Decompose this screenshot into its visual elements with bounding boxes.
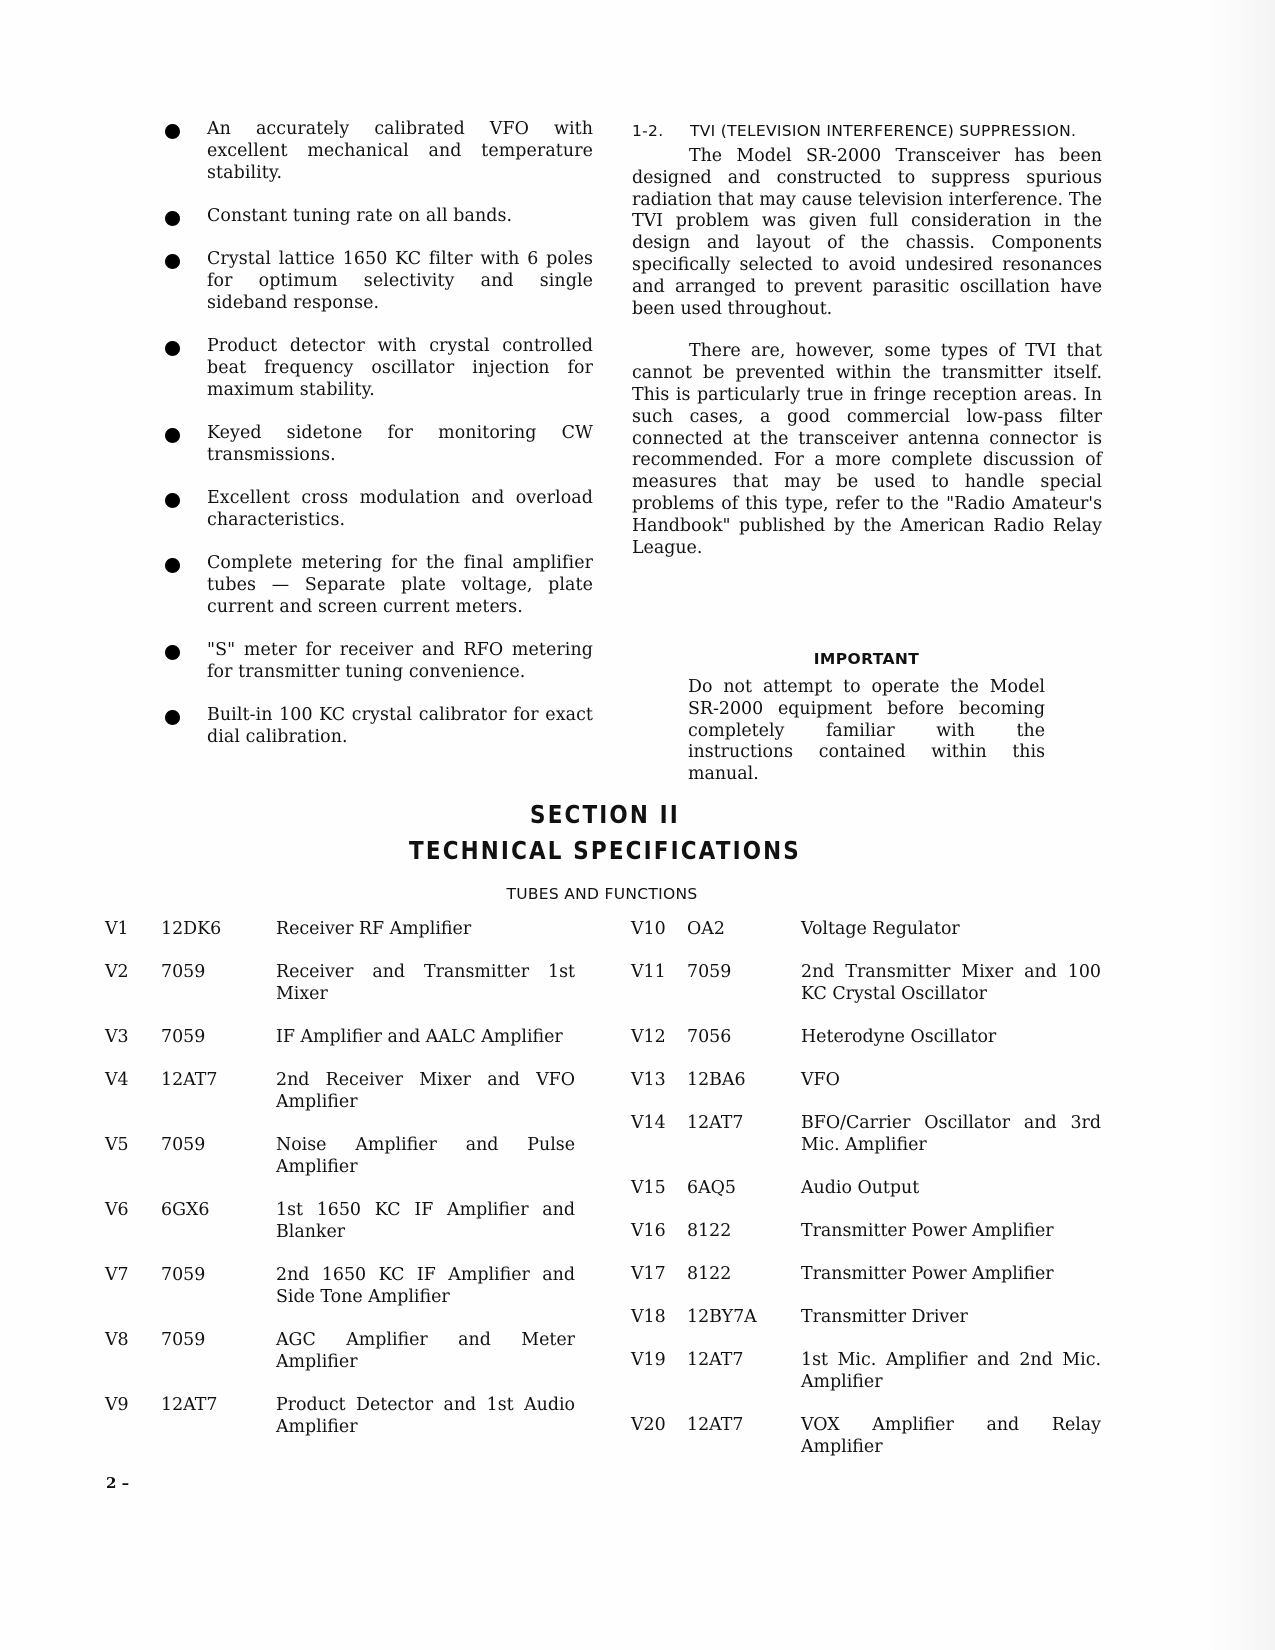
feature-item: Built-in 100 KC crystal calibrator for exact dial calibration.	[163, 704, 593, 748]
section-number: 1-2.	[632, 122, 664, 140]
page-edge-shadow	[1213, 0, 1275, 1650]
tube-row: V15 6AQ5 Audio Output	[631, 1178, 920, 1198]
tube-row: V4 12AT7 2nd Receiver Mixer and VFO Amplifier	[105, 1070, 575, 1112]
tube-row: V1 12DK6 Receiver RF Amplifier	[105, 919, 472, 939]
tube-row: V6 6GX6 1st 1650 KC IF Amplifier and Blanker	[105, 1200, 575, 1242]
feature-list	[163, 118, 593, 769]
bullet-icon	[165, 428, 180, 443]
page-number: 2 –	[106, 1474, 130, 1492]
bullet-icon	[165, 493, 180, 508]
tube-row: V16 8122 Transmitter Power Amplifier	[631, 1221, 1054, 1241]
bullet-icon	[165, 254, 180, 269]
tube-row: V17 8122 Transmitter Power Amplifier	[631, 1264, 1054, 1284]
tube-row: V11 7059 2nd Transmitter Mixer and 100 KC Crystal Oscillator	[631, 962, 1101, 1004]
bullet-icon	[165, 645, 180, 660]
important-label: IMPORTANT	[813, 650, 920, 668]
feature-item: "S" meter for receiver and RFO metering for transmitter tuning convenience.	[163, 639, 593, 683]
bullet-icon	[165, 710, 180, 725]
section-number-heading: SECTION II	[530, 800, 680, 829]
feature-item: Complete metering for the final amplifier tubes — Separate plate voltage, plate current and screen current meters.	[163, 552, 593, 618]
bullet-icon	[165, 124, 180, 139]
tube-row: V8 7059 AGC Amplifier and Meter Amplifier	[105, 1330, 575, 1372]
feature-item: Excellent cross modulation and overload characteristics.	[163, 487, 593, 531]
section-title-heading: TECHNICAL SPECIFICATIONS	[409, 836, 801, 865]
tubes-table-left	[105, 918, 575, 1438]
section-title: TVI (TELEVISION INTERFERENCE) SUPPRESSION.	[690, 122, 1077, 140]
tube-row: V5 7059 Noise Amplifier and Pulse Amplifier	[105, 1135, 575, 1177]
tube-row: V10 OA2 Voltage Regulator	[631, 919, 960, 939]
tube-row: V20 12AT7 VOX Amplifier and Relay Amplifier	[631, 1415, 1101, 1457]
feature-item: Product detector with crystal controlled beat frequency oscillator injection for maximum stability.	[163, 335, 593, 401]
tube-row: V13 12BA6 VFO	[631, 1070, 840, 1090]
tube-row: V19 12AT7 1st Mic. Amplifier and 2nd Mic. Amplifier	[631, 1350, 1101, 1392]
feature-item: Constant tuning rate on all bands.	[163, 205, 593, 227]
feature-item: An accurately calibrated VFO with excellent mechanical and temperature stability.	[163, 118, 593, 184]
feature-item: Keyed sidetone for monitoring CW transmissions.	[163, 422, 593, 466]
tubes-table-right	[631, 918, 1101, 1458]
tube-row: V7 7059 2nd 1650 KC IF Amplifier and Side Tone Amplifier	[105, 1265, 575, 1307]
tube-row: V12 7056 Heterodyne Oscillator	[631, 1027, 997, 1047]
tubes-subheading: TUBES AND FUNCTIONS	[506, 885, 698, 903]
tube-row: V9 12AT7 Product Detector and 1st Audio Amplifier	[105, 1395, 575, 1437]
tube-row: V2 7059 Receiver and Transmitter 1st Mixer	[105, 962, 575, 1004]
tvi-heading	[632, 122, 1102, 140]
important-text: Do not attempt to operate the Model SR-2000 equipment before becoming completely familiar with the instructions contained within this manual.	[688, 677, 1045, 785]
important-notice	[688, 650, 1045, 786]
tvi-paragraph: The Model SR-2000 Transceiver has been designed and constructed to suppress spurious radiation that may cause television interference. The TVI problem was given full consideration in the design and layout of the chassis. Components specifically selected to avoid undesired resonances and arranged to prevent parasitic oscillation have been used throughout.	[632, 146, 1102, 319]
bullet-icon	[165, 341, 180, 356]
tube-row: V18 12BY7A Transmitter Driver	[631, 1307, 968, 1327]
tvi-paragraph: There are, however, some types of TVI that cannot be prevented within the transmitter itself. This is particularly true in fringe reception areas. In such cases, a good commercial low-pass filter connected at the transceiver antenna connector is recommended. For a more complete discussion of measures that may be used to handle special problems of this type, refer to the "Radio Amateur's Handbook" published by the American Radio Relay League.	[632, 341, 1102, 558]
tvi-section	[632, 122, 1102, 559]
feature-item: Crystal lattice 1650 KC filter with 6 poles for optimum selectivity and single sideband response.	[163, 248, 593, 314]
tube-row: V3 7059 IF Amplifier and AALC Amplifier	[105, 1027, 563, 1047]
bullet-icon	[165, 558, 180, 573]
tube-row: V14 12AT7 BFO/Carrier Oscillator and 3rd Mic. Amplifier	[631, 1113, 1101, 1155]
bullet-icon	[165, 211, 180, 226]
